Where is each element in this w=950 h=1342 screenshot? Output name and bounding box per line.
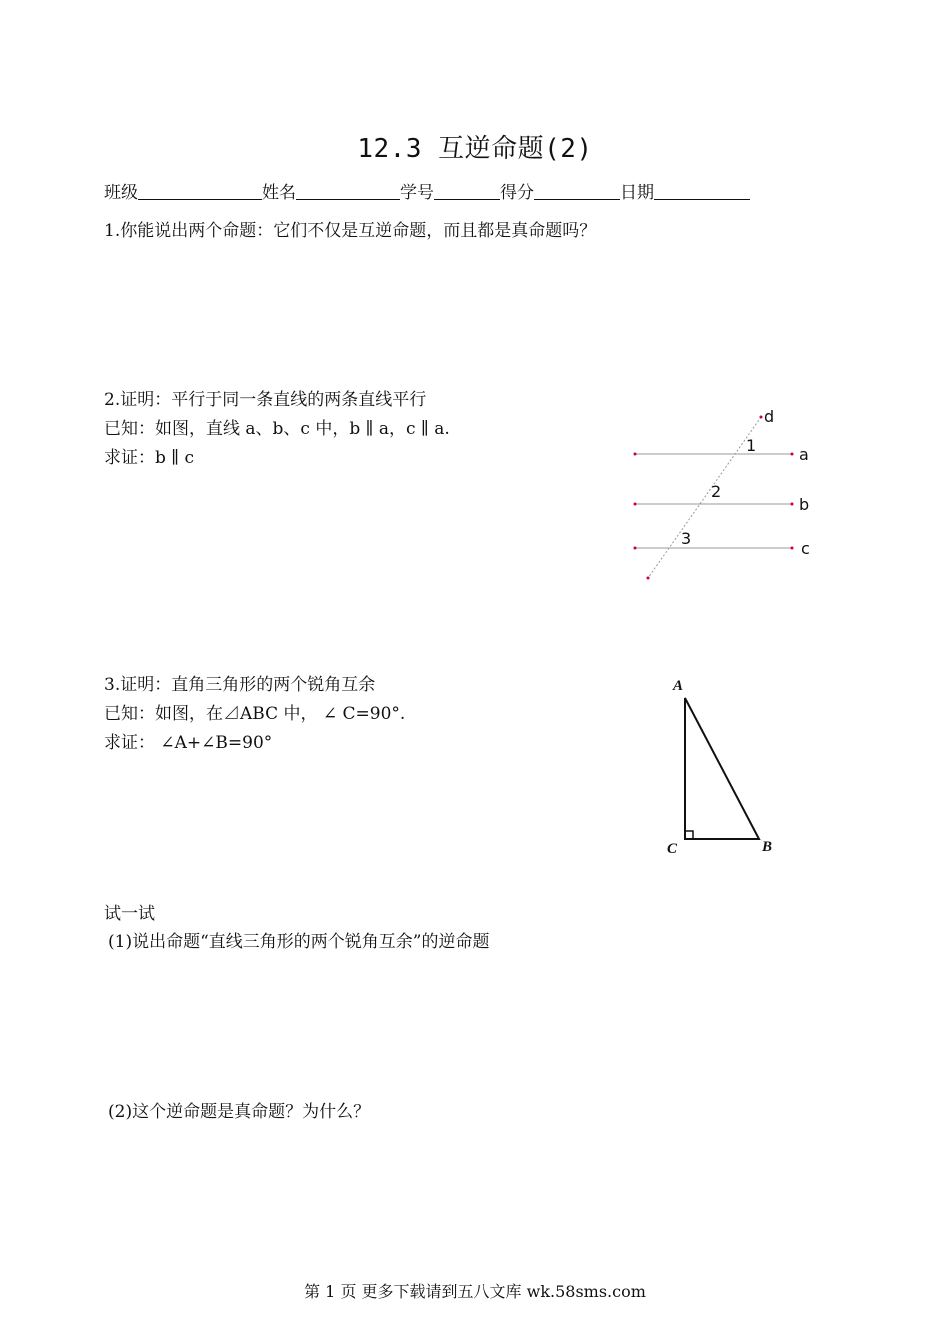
- question-3-given: 已知：如图，在⊿ABC 中， ∠ C=90°.: [104, 704, 406, 724]
- page-title: 12.3 互逆命题(2): [357, 134, 593, 164]
- page-footer: 第 1 页 更多下载请到五八文库 wk.58sms.com: [304, 1282, 646, 1301]
- point-b-right: [791, 503, 794, 506]
- score-blank: [534, 182, 620, 200]
- name-label: 姓名: [262, 183, 296, 203]
- class-blank: [138, 182, 262, 200]
- angle-label-2: 2: [711, 482, 722, 501]
- try-part-1: (1)说出命题“直线三角形的两个锐角互余”的逆命题: [108, 932, 490, 952]
- right-angle-mark: [685, 831, 693, 839]
- info-line: [104, 178, 750, 203]
- number-blank: [434, 182, 500, 200]
- question-1: 1.你能说出两个命题：它们不仅是互逆命题，而且都是真命题吗？: [104, 221, 597, 241]
- point-a-right: [791, 453, 794, 456]
- vertex-b-label: B: [762, 839, 773, 855]
- number-label: 学号: [400, 183, 434, 203]
- right-triangle-figure: [660, 670, 790, 860]
- question-2-heading: 2.证明：平行于同一条直线的两条直线平行: [104, 390, 427, 410]
- try-heading: 试一试: [104, 904, 155, 924]
- point-c-right: [791, 547, 794, 550]
- point-a-left: [634, 453, 637, 456]
- score-label: 得分: [500, 183, 534, 203]
- angle-label-1: 1: [746, 436, 757, 455]
- date-label: 日期: [620, 183, 654, 203]
- question-2-prove: 求证：b ∥ c: [104, 448, 195, 468]
- parallel-lines-figure: [620, 400, 830, 590]
- label-c: c: [801, 539, 810, 558]
- point-b-left: [634, 503, 637, 506]
- point-c-left: [634, 547, 637, 550]
- label-d: d: [764, 407, 775, 426]
- angle-label-3: 3: [681, 529, 692, 548]
- name-blank: [296, 182, 400, 200]
- label-a: a: [799, 445, 809, 464]
- class-label: 班级: [104, 183, 138, 203]
- date-blank: [654, 182, 750, 200]
- question-2-given: 已知：如图，直线 a、b、c 中，b ∥ a，c ∥ a.: [104, 419, 450, 439]
- point-d-top: [760, 416, 763, 419]
- try-part-2: (2)这个逆命题是真命题？为什么？: [108, 1102, 371, 1122]
- triangle-abc: [685, 698, 759, 839]
- point-d-bottom: [647, 577, 650, 580]
- vertex-a-label: A: [673, 678, 684, 694]
- vertex-c-label: C: [667, 841, 678, 857]
- line-d: [648, 417, 761, 578]
- question-3-prove: 求证： ∠A+∠B=90°: [104, 733, 273, 753]
- question-3-heading: 3.证明：直角三角形的两个锐角互余: [104, 675, 376, 695]
- label-b: b: [799, 495, 810, 514]
